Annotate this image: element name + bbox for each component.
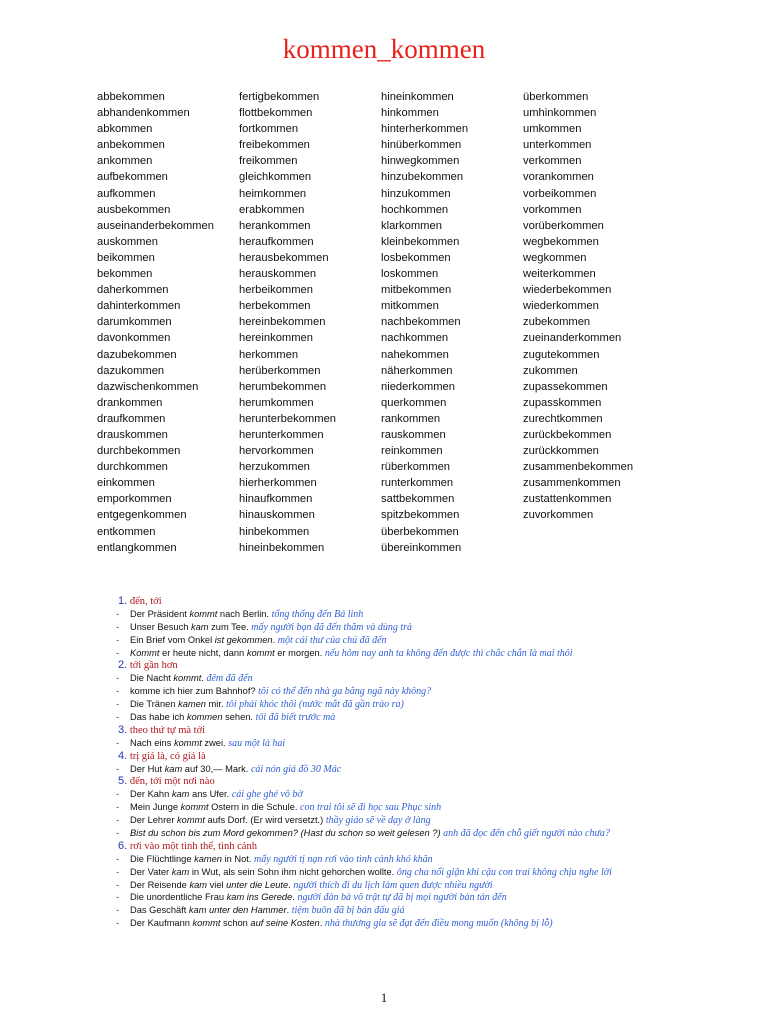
vietnamese-translation: nếu hôm nay anh ta không đến được thì chắc chắn là mai thôi: [324, 647, 573, 659]
verb-item: herkommen: [239, 348, 299, 361]
verb-item: hinüberkommen: [381, 139, 462, 152]
verb-item: weiterkommen: [523, 268, 596, 281]
bullet: -: [116, 621, 120, 632]
example-line: [116, 891, 756, 904]
example-fragment: kommen: [186, 712, 223, 723]
verb-item: niederkommen: [381, 380, 455, 393]
example-fragment: Nach eins: [130, 737, 174, 748]
example-line: [116, 879, 756, 892]
example-fragment: kommt: [180, 802, 209, 813]
example-fragment: schon: [220, 918, 251, 929]
german-example: [130, 880, 293, 890]
verb-column: [239, 89, 389, 556]
verb-item: hinbekommen: [239, 525, 310, 538]
bullet: -: [116, 853, 120, 864]
example-fragment: sehen.: [222, 712, 256, 723]
verb-item: zueinanderkommen: [523, 332, 622, 345]
verb-item: entgegenkommen: [97, 509, 187, 522]
verb-item: vorkommen: [523, 203, 582, 216]
verb-item: gleichkommen: [239, 171, 312, 184]
german-example: [130, 648, 325, 658]
vietnamese-translation: tôi đã biết trước mà: [255, 712, 336, 724]
example-line: [116, 698, 756, 711]
verb-item: zusammenkommen: [523, 477, 621, 490]
verb-item: sattbekommen: [381, 493, 455, 506]
german-example: [130, 789, 232, 799]
verb-item: zubekommen: [523, 316, 591, 329]
bullet: -: [116, 712, 120, 723]
meaning-heading: [118, 724, 758, 737]
example-fragment: kommt: [189, 608, 218, 619]
german-example: [130, 918, 325, 928]
german-example: [130, 686, 258, 696]
verb-item: hinauskommen: [239, 509, 315, 522]
verb-item: durchkommen: [97, 461, 168, 474]
vietnamese-translation: cái nón giá đồ 30 Mác: [250, 763, 342, 775]
verb-item: ankommen: [97, 155, 153, 168]
verb-item: klarkommen: [381, 219, 442, 232]
example-fragment: Bist du schon bis zum Mord gekommen? (Hast du schon so weit gelesen ?): [130, 828, 444, 839]
verb-item: dazwischenkommen: [97, 380, 199, 393]
example-line: [116, 672, 756, 685]
verb-column: [381, 89, 531, 556]
vietnamese-translation: tiệm buôn đã bị bán đấu giá: [291, 905, 405, 917]
verb-item: herbeikommen: [239, 284, 313, 297]
meaning-heading: [118, 659, 758, 672]
example-fragment: .: [292, 892, 298, 903]
meaning-title: theo thứ tự mà tới: [129, 724, 206, 736]
verb-item: reinkommen: [381, 445, 443, 458]
verb-item: hochkommen: [381, 203, 449, 216]
verb-item: hierherkommen: [239, 477, 317, 490]
verb-item: hereinkommen: [239, 332, 313, 345]
vietnamese-translation: người đàn bà vô trật tự đã bị mọi người bàn tán đến: [297, 892, 507, 904]
vietnamese-translation: một cái thư của chú đã đến: [277, 634, 387, 646]
example-fragment: Die Flüchtlinge: [130, 853, 195, 864]
bullet: -: [116, 866, 120, 877]
verb-item: losbekommen: [381, 251, 451, 264]
example-fragment: kam unter den Hammer: [188, 905, 287, 916]
example-fragment: kommt: [246, 647, 275, 658]
page-title: kommen_kommen: [282, 34, 486, 64]
vietnamese-translation: đêm đã đến: [206, 673, 253, 685]
example-fragment: kam: [190, 621, 209, 632]
verb-item: überkommen: [523, 91, 589, 103]
verb-item: darumkommen: [97, 316, 172, 329]
verb-item: herüberkommen: [239, 364, 321, 377]
bullet: -: [116, 647, 120, 658]
vietnamese-translation: mấy người bạn đã đến thăm và dùng trà: [251, 621, 413, 633]
example-fragment: in Not.: [221, 853, 255, 864]
example-fragment: Der Kaufmann: [130, 918, 193, 929]
verb-item: hinkommen: [381, 107, 439, 120]
verb-item: wegbekommen: [523, 235, 599, 248]
verb-item: abhandenkommen: [97, 107, 190, 120]
verb-item: erabkommen: [239, 203, 305, 216]
verb-item: zusammenbekommen: [523, 461, 634, 474]
example-fragment: kommt: [192, 918, 221, 929]
meaning-number: 3.: [118, 723, 128, 736]
german-example: [130, 609, 272, 619]
vietnamese-translation: thầy giáo sẽ về dạy ở làng: [325, 815, 431, 827]
verb-item: herauskommen: [239, 268, 317, 281]
verb-item: mitbekommen: [381, 284, 452, 297]
verb-item: wiederkommen: [523, 300, 599, 313]
example-line: [116, 853, 756, 866]
vietnamese-translation: tôi có thể đến nhà ga bằng ngã này không?: [258, 686, 432, 698]
verb-item: dahinterkommen: [97, 300, 181, 313]
vietnamese-translation: tôi phải khóc thôi (nước mắt đã gần trào ra): [226, 699, 404, 711]
bullet: -: [116, 634, 120, 645]
example-line: [116, 801, 756, 814]
page-number: 1: [380, 990, 388, 1005]
german-example: [130, 673, 206, 683]
example-fragment: nach Berlin.: [217, 608, 272, 619]
example-fragment: er heute nicht, dann: [159, 647, 247, 658]
verb-item: umkommen: [523, 123, 582, 136]
example-line: [116, 827, 756, 840]
german-example: [130, 635, 278, 645]
verb-item: flottbekommen: [239, 107, 313, 120]
example-fragment: kam ins Gerede: [226, 892, 293, 903]
verb-item: rauskommen: [381, 428, 446, 441]
verb-item: hereinbekommen: [239, 316, 326, 329]
example-line: [116, 814, 756, 827]
meaning-title: rơi vào một tình thế, tình cảnh: [129, 840, 257, 852]
verb-item: zustattenkommen: [523, 493, 612, 506]
verb-item: rüberkommen: [381, 461, 451, 474]
german-example: [130, 764, 251, 774]
bullet: -: [116, 673, 120, 684]
meaning-heading: [118, 775, 758, 788]
example-fragment: kommt: [173, 673, 202, 684]
meaning-number: 4.: [118, 749, 128, 762]
verb-item: vorüberkommen: [523, 219, 604, 232]
verb-item: hinterherkommen: [381, 123, 469, 136]
verb-item: hineinbekommen: [239, 541, 325, 554]
german-example: [130, 622, 251, 632]
vietnamese-translation: nhà thương gia sẽ đạt đến điều mong muốn (không bị lỗ): [324, 918, 553, 930]
verb-item: zurückkommen: [523, 445, 599, 458]
verb-item: vorankommen: [523, 171, 594, 184]
verb-item: durchbekommen: [97, 445, 181, 458]
example-fragment: .: [319, 918, 325, 929]
bullet: -: [116, 815, 120, 826]
verb-item: hineinkommen: [381, 91, 454, 103]
example-fragment: kamen: [194, 853, 222, 864]
meaning-title: đến, tới một nơi nào: [129, 776, 215, 788]
bullet: -: [116, 905, 120, 916]
vietnamese-translation: ông cha nổi giận khi cậu con trai không chịu nghe lời: [396, 866, 612, 878]
example-fragment: Der Lehrer: [130, 815, 178, 826]
verb-item: nachkommen: [381, 332, 449, 345]
verb-item: vorbeikommen: [523, 187, 597, 200]
meaning-heading: [118, 840, 758, 853]
example-fragment: Ein Brief vom Onkel: [130, 634, 215, 645]
verb-item: unterkommen: [523, 139, 592, 152]
german-example: [130, 905, 292, 915]
example-fragment: Die unordentliche Frau: [130, 892, 227, 903]
vietnamese-translation: con trai tôi sẽ đi học sau Phục sinh: [300, 802, 442, 814]
example-line: [116, 917, 756, 930]
example-fragment: viel: [207, 879, 227, 890]
german-example: [130, 828, 443, 838]
german-example: [130, 738, 228, 748]
example-fragment: kam: [171, 866, 190, 877]
example-line: [116, 685, 756, 698]
verb-item: heimkommen: [239, 187, 307, 200]
verb-column: [97, 89, 247, 556]
verb-item: freibekommen: [239, 139, 310, 152]
verb-item: auskommen: [97, 235, 158, 248]
example-fragment: kam: [164, 763, 183, 774]
verb-item: hervorkommen: [239, 445, 314, 458]
meaning-title: đến, tới: [129, 596, 162, 607]
verb-column: [523, 89, 673, 524]
verb-item: herumkommen: [239, 396, 314, 409]
german-example: [130, 815, 326, 825]
example-fragment: Das habe ich: [130, 712, 187, 723]
verb-item: herankommen: [239, 219, 311, 232]
verb-item: rankommen: [381, 412, 441, 425]
verb-item: zukommen: [523, 364, 578, 377]
verb-item: wiederbekommen: [523, 284, 612, 297]
verb-item: ausbekommen: [97, 203, 171, 216]
verb-item: spitzbekommen: [381, 509, 460, 522]
german-example: [130, 892, 297, 902]
example-fragment: unter die Leute: [226, 879, 289, 890]
verb-item: zurückbekommen: [523, 428, 612, 441]
example-fragment: mir.: [205, 699, 227, 710]
verb-item: nachbekommen: [381, 316, 461, 329]
example-fragment: komme ich hier zum Bahnhof?: [130, 686, 259, 697]
verb-item: herausbekommen: [239, 251, 329, 264]
verb-item: herunterbekommen: [239, 412, 337, 425]
verb-item: überbekommen: [381, 525, 459, 538]
verb-item: drauskommen: [97, 428, 168, 441]
verb-item: zurechtkommen: [523, 412, 603, 425]
verb-item: davonkommen: [97, 332, 171, 345]
bullet: -: [116, 892, 120, 903]
verb-item: nahekommen: [381, 348, 449, 361]
example-fragment: Mein Junge: [130, 802, 181, 813]
verb-item: dazukommen: [97, 364, 165, 377]
bullet: -: [116, 686, 120, 697]
bullet: -: [116, 879, 120, 890]
bullet: -: [116, 789, 120, 800]
verb-item: zupasskommen: [523, 396, 602, 409]
verb-item: wegkommen: [523, 251, 587, 264]
meaning-number: 6.: [118, 839, 128, 852]
verb-item: fertigbekommen: [239, 91, 320, 103]
verb-item: dazubekommen: [97, 348, 177, 361]
verb-item: herbekommen: [239, 300, 311, 313]
verb-item: aufbekommen: [97, 171, 168, 184]
verb-item: auseinanderbekommen: [97, 219, 214, 232]
example-fragment: zwei.: [201, 737, 229, 748]
verb-item: einkommen: [97, 477, 155, 490]
example-fragment: zum Tee.: [208, 621, 252, 632]
example-fragment: .: [272, 634, 278, 645]
example-fragment: auf 30,— Mark.: [182, 763, 251, 774]
example-line: [116, 763, 756, 776]
verb-item: zupassekommen: [523, 380, 608, 393]
verb-item: abkommen: [97, 123, 153, 136]
example-line: [116, 711, 756, 724]
meaning-number: 5.: [118, 775, 128, 788]
example-fragment: kam: [171, 789, 190, 800]
example-line: [116, 737, 756, 750]
verb-item: hinzukommen: [381, 187, 451, 200]
example-line: [116, 788, 756, 801]
verb-item: draufkommen: [97, 412, 166, 425]
example-fragment: Unser Besuch: [130, 621, 191, 632]
meaning-title: trị giá là, có giá là: [129, 750, 206, 762]
verb-item: herumbekommen: [239, 380, 327, 393]
verb-item: querkommen: [381, 396, 447, 409]
example-line: [116, 866, 756, 879]
verb-item: aufkommen: [97, 187, 156, 200]
verb-item: bekommen: [97, 268, 153, 281]
vietnamese-translation: người thích đi du lịch làm quen được nhiều người: [293, 879, 493, 891]
example-fragment: aufs Dorf. (Er wird versetzt.): [204, 815, 326, 826]
bullet: -: [116, 699, 120, 710]
verb-item: zuvorkommen: [523, 509, 594, 522]
example-fragment: .: [288, 879, 294, 890]
verb-item: mitkommen: [381, 300, 439, 313]
bullet: -: [116, 608, 120, 619]
german-example: [130, 867, 397, 877]
example-fragment: Der Vater: [130, 866, 172, 877]
verb-item: übereinkommen: [381, 541, 462, 554]
verb-item: hinwegkommen: [381, 155, 460, 168]
verb-item: freikommen: [239, 155, 298, 168]
meaning-heading: [118, 750, 758, 763]
vietnamese-translation: sau một là hai: [228, 737, 286, 749]
verb-item: drankommen: [97, 396, 163, 409]
example-line: [116, 608, 756, 621]
meanings-section: [116, 595, 756, 930]
verb-item: zugutekommen: [523, 348, 600, 361]
meaning-heading: [118, 595, 758, 608]
vietnamese-translation: mấy người tị nạn rơi vào tình cảnh khó khăn: [254, 853, 433, 865]
meaning-number: 1.: [118, 595, 128, 607]
verb-item: umhinkommen: [523, 107, 597, 120]
example-fragment: Der Hut: [130, 763, 165, 774]
example-line: [116, 647, 756, 660]
vietnamese-translation: anh đã đọc đến chỗ giết người nào chưa?: [443, 828, 610, 840]
verb-item: emporkommen: [97, 493, 172, 506]
example-fragment: Die Tränen: [130, 699, 179, 710]
verb-item: daherkommen: [97, 284, 169, 297]
meaning-title: tới gần hơn: [129, 660, 178, 672]
example-line: [116, 634, 756, 647]
bullet: -: [116, 918, 120, 929]
verb-item: näherkommen: [381, 364, 453, 377]
vietnamese-translation: tổng thống đến Bá linh: [271, 608, 364, 620]
german-example: [130, 854, 254, 864]
verb-item: hinaufkommen: [239, 493, 313, 506]
verb-item: entlangkommen: [97, 541, 177, 554]
example-fragment: Ostern in die Schule.: [208, 802, 301, 813]
example-fragment: .: [286, 905, 292, 916]
verb-item: beikommen: [97, 251, 155, 264]
verb-item: loskommen: [381, 268, 439, 281]
bullet: -: [116, 763, 120, 774]
verb-item: kleinbekommen: [381, 235, 460, 248]
example-fragment: kommt: [177, 815, 205, 826]
german-example: [130, 802, 300, 812]
example-fragment: Das Geschäft: [130, 905, 189, 916]
example-fragment: ans Ufer.: [189, 789, 232, 800]
verb-item: entkommen: [97, 525, 156, 538]
example-fragment: kam: [189, 879, 208, 890]
example-fragment: Der Präsident: [130, 608, 190, 619]
verb-item: anbekommen: [97, 139, 165, 152]
example-fragment: Der Reisende: [130, 879, 190, 890]
example-fragment: Kommt: [130, 647, 160, 658]
example-line: [116, 904, 756, 917]
example-fragment: er morgen.: [274, 647, 325, 658]
bullet: -: [116, 737, 120, 748]
verb-item: heraufkommen: [239, 235, 314, 248]
example-fragment: .: [201, 673, 207, 684]
example-fragment: ist gekommen: [214, 634, 273, 645]
verb-item: verkommen: [523, 155, 582, 168]
meaning-number: 2.: [118, 659, 128, 672]
example-fragment: auf seine Kosten: [250, 918, 320, 929]
vietnamese-translation: cái ghe ghé vô bờ: [231, 789, 303, 801]
example-fragment: kamen: [178, 699, 206, 710]
bullet: -: [116, 828, 120, 839]
verb-item: abbekommen: [97, 91, 165, 103]
bullet: -: [116, 802, 120, 813]
verb-item: herunterkommen: [239, 428, 324, 441]
example-fragment: Die Nacht: [130, 673, 174, 684]
verb-item: herzukommen: [239, 461, 310, 474]
german-example: [130, 712, 256, 722]
verb-item: hinzubekommen: [381, 171, 464, 184]
verb-item: runterkommen: [381, 477, 454, 490]
german-example: [130, 699, 226, 709]
example-line: [116, 621, 756, 634]
example-fragment: in Wut, als sein Sohn ihm nicht gehorchen wollte.: [189, 866, 397, 877]
example-fragment: kommt: [173, 737, 202, 748]
verb-item: fortkommen: [239, 123, 299, 136]
example-fragment: Der Kahn: [130, 789, 172, 800]
